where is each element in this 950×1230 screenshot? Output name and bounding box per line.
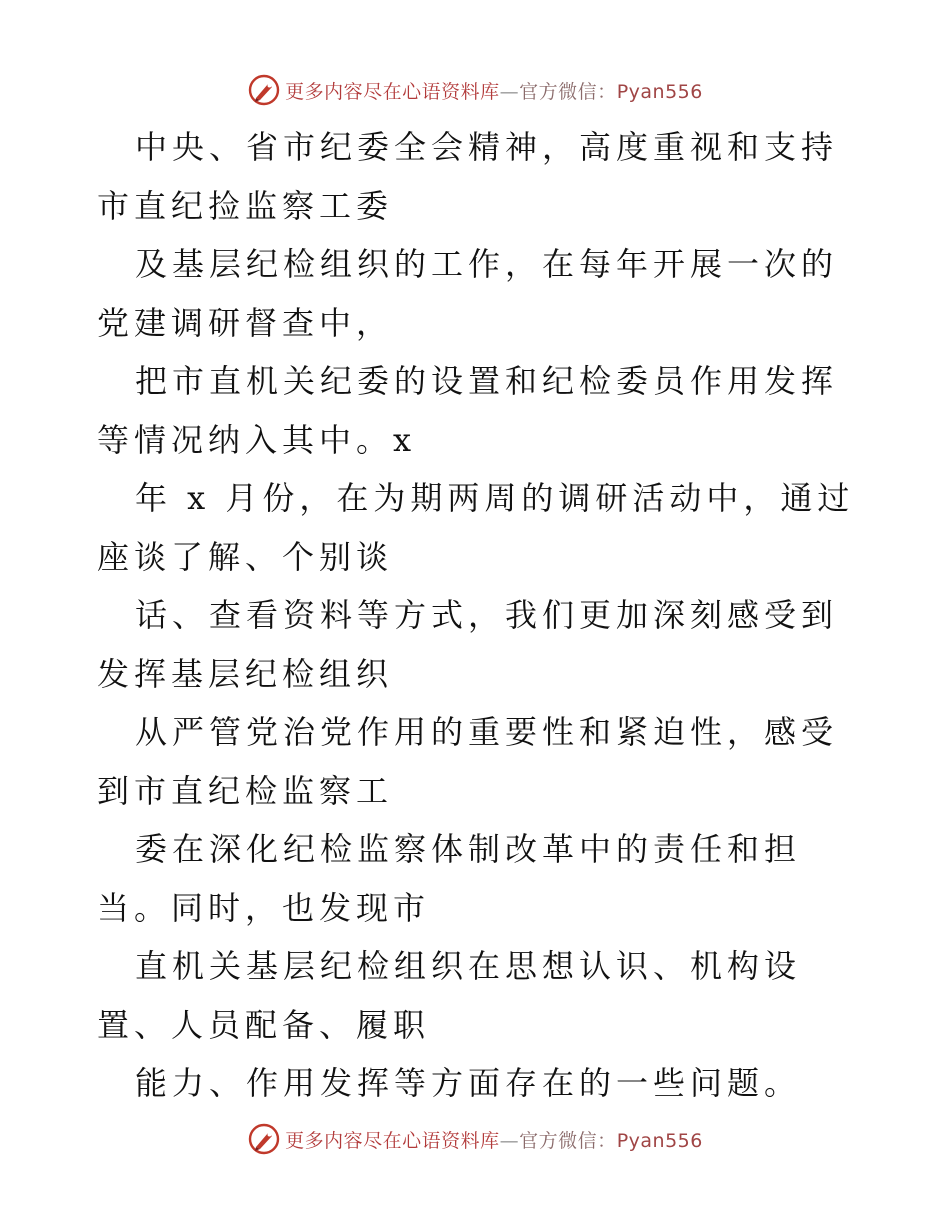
paragraph: 从严管党治党作用的重要性和紧迫性，感受到市直纪检监察工: [97, 713, 839, 810]
watermark-official: 官方微信：: [519, 80, 617, 103]
watermark-official: 官方微信：: [519, 1129, 617, 1152]
watermark-main: 更多内容尽在心语资料库: [285, 1129, 500, 1152]
watermark-text: [285, 77, 703, 104]
pen-nib-logo-icon: [247, 73, 281, 107]
watermark-main: 更多内容尽在心语资料库: [285, 80, 500, 103]
pen-nib-logo-icon: [247, 1122, 281, 1156]
watermark-dash: —: [499, 1129, 520, 1152]
header-watermark-banner: [0, 70, 950, 110]
footer-watermark-banner: [0, 1119, 950, 1159]
paragraph: 能力、作用发挥等方面存在的一些问题。: [135, 1064, 802, 1102]
watermark-text: [285, 1126, 703, 1153]
paragraph: 及基层纪检组织的工作，在每年开展一次的党建调研督查中，: [97, 245, 839, 342]
paragraph: 中央、省市纪委全会精神，高度重视和支持市直纪捡监察工委: [97, 128, 839, 225]
paragraph: 把市直机关纪委的设置和纪检委员作用发挥等情况纳入其中。x: [97, 362, 839, 459]
paragraph: 直机关基层纪检组织在思想认识、机构设置、人员配备、履职: [97, 947, 802, 1044]
paragraph: 年 x 月份，在为期两周的调研活动中，通过座谈了解、个别谈: [97, 479, 855, 576]
watermark-handle: Pyan556: [616, 1129, 703, 1152]
paragraph: 委在深化纪检监察体制改革中的责任和担当。同时，也发现市: [97, 830, 802, 927]
watermark-dash: —: [499, 80, 520, 103]
paragraph: 话、查看资料等方式，我们更加深刻感受到发挥基层纪检组织: [97, 596, 839, 693]
document-body: [97, 118, 857, 1113]
watermark-handle: Pyan556: [616, 80, 703, 103]
